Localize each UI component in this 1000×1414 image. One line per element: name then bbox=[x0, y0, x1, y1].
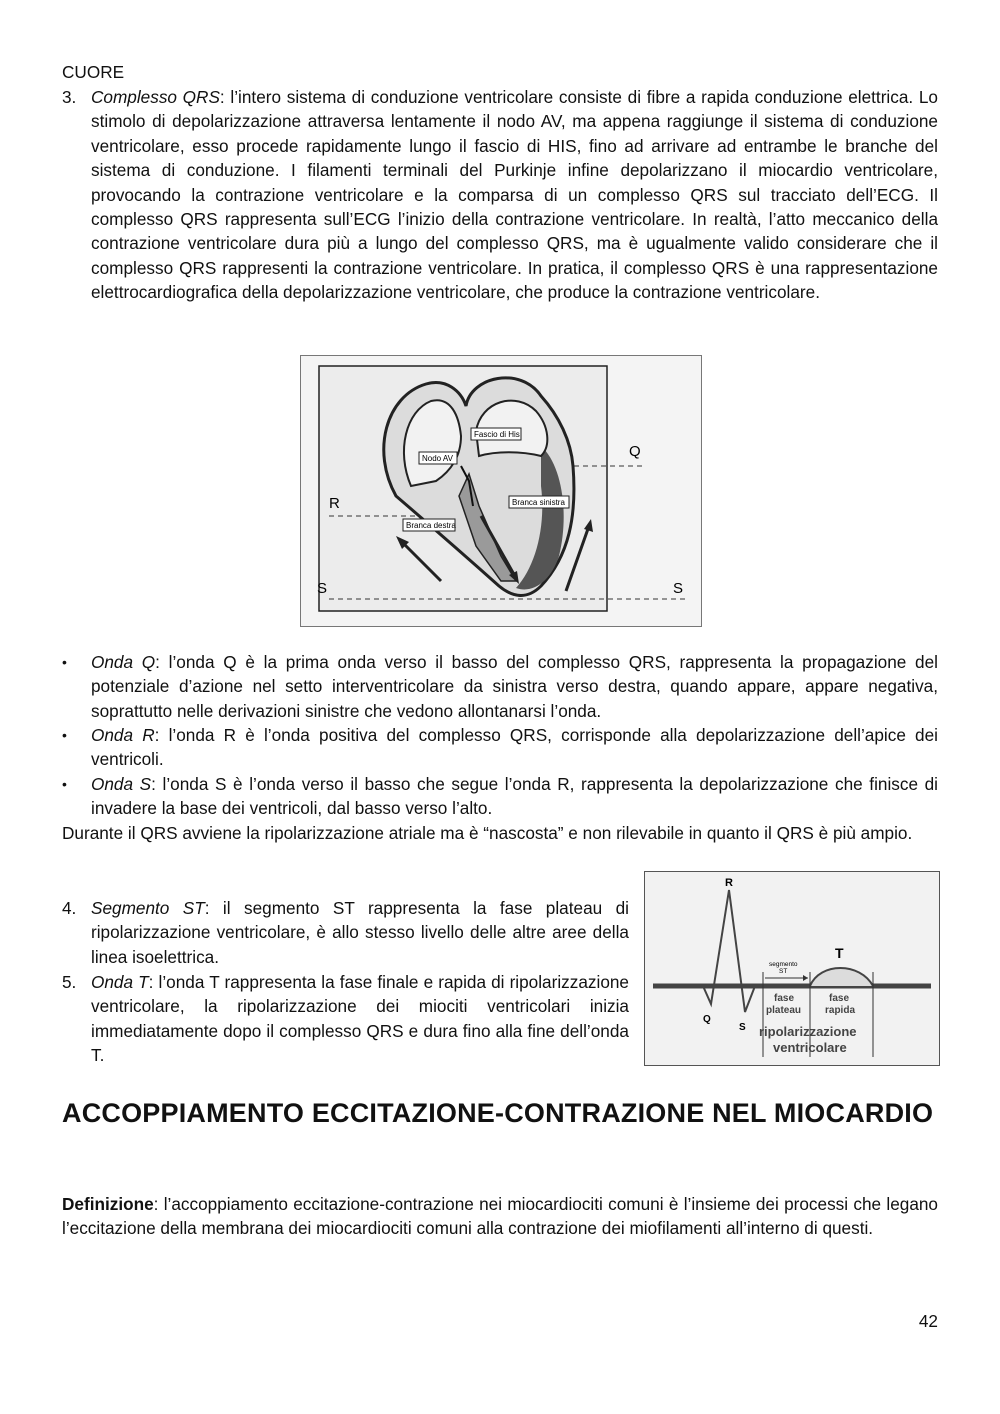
definition-text: : l’accoppiamento eccitazione-contrazione nei miocardiociti comuni è l’insieme dei processi che legano l’eccitazione della membrana dei miocardiociti comuni alla contrazione dei miofilamenti all’interno di questi. bbox=[62, 1194, 938, 1239]
branca-sx-label: Branca sinistra bbox=[512, 498, 565, 507]
item-body bbox=[91, 896, 629, 969]
qrs-complex bbox=[653, 890, 773, 1012]
q-label: Q bbox=[703, 1014, 711, 1025]
bullet-body bbox=[91, 772, 938, 821]
plateau-label-2: plateau bbox=[766, 1005, 802, 1016]
bullet-body bbox=[91, 723, 938, 772]
item-body bbox=[91, 85, 938, 305]
bullet-marker: • bbox=[62, 727, 67, 743]
t-label: T bbox=[835, 945, 844, 961]
item-term: Segmento ST bbox=[91, 898, 205, 918]
ripolarizzazione-label: ripolarizzazione bbox=[759, 1024, 857, 1039]
rapida-label-1: fase bbox=[829, 993, 850, 1004]
chapter-header: CUORE bbox=[62, 62, 125, 82]
s-letter-right: S bbox=[673, 580, 684, 597]
ecg-waveform-figure bbox=[644, 871, 940, 1066]
bullet-term: Onda Q bbox=[91, 652, 156, 672]
item-term: Complesso QRS bbox=[91, 87, 220, 107]
bullet-onda-r bbox=[62, 723, 938, 772]
item-number: 5. bbox=[62, 972, 77, 992]
list-item-5 bbox=[62, 970, 629, 1068]
definition-term: Definizione bbox=[62, 1194, 154, 1214]
s-label: S bbox=[739, 1022, 746, 1033]
bullet-term: Onda R bbox=[91, 725, 155, 745]
item-text: : l’onda T rappresenta la fase finale e rapida di ripolarizzazione ventricolare, la ripolarizzazione dei miociti ventricolari inizia immediatamente dopo il complesso QRS e dura fino alla fine dell’onda T. bbox=[91, 972, 629, 1066]
list-item-4 bbox=[62, 896, 629, 969]
s-letter-left: S bbox=[317, 580, 328, 597]
bullet-onda-q bbox=[62, 650, 938, 723]
bullet-term: Onda S bbox=[91, 774, 152, 794]
fascio-label: Fascio di His bbox=[474, 430, 520, 439]
r-letter: R bbox=[329, 495, 340, 512]
bullet-body bbox=[91, 650, 938, 723]
item-text: : l’intero sistema di conduzione ventricolare consiste di fibre a rapida conduzione elettrica. Lo stimolo di depolarizzazione attraversa lentamente il nodo AV, ma appena raggiunge il sistema di conduzione ventricolare, esso procede rapidamente lungo il fascio di HIS, fino ad arrivare ad entrambe le branche del sistema di conduzione. I filamenti terminali del Purkinje infine depolarizzano il miocardio ventricolare, provocando la contrazione ventricolare e la comparsa di un complesso QRS sul tracciato dell’ECG. Il complesso QRS rappresenta sull’ECG l’inizio della contrazione ventricolare. In realtà, l’atto meccanico della contrazione ventricolare dura più a lungo del complesso QRS, ma è ugualmente valido considerare che il complesso QRS rappresenti la contrazione ventricolare. In pratica, il complesso QRS è una rappresentazione elettrocardiografica della depolarizzazione ventricolare, che produce la contrazione ventricolare. bbox=[91, 87, 938, 303]
definition-paragraph bbox=[62, 1192, 938, 1241]
item-text: : il segmento ST rappresenta la fase plateau di ripolarizzazione ventricolare, è allo stesso livello delle altre aree della linea isoelettrica. bbox=[91, 898, 629, 967]
st-arrow-head bbox=[803, 975, 808, 981]
page-number: 42 bbox=[918, 1311, 938, 1331]
item-term: Onda T bbox=[91, 972, 149, 992]
st-label: ST bbox=[779, 968, 788, 975]
t-wave bbox=[810, 968, 873, 986]
branca-dx-label: Branca destra bbox=[406, 521, 456, 530]
bullet-marker: • bbox=[62, 776, 67, 792]
heart-conduction-figure bbox=[300, 355, 702, 627]
ventricolare-label: ventricolare bbox=[773, 1040, 847, 1055]
section-title: ACCOPPIAMENTO ECCITAZIONE-CONTRAZIONE NEL MIOCARDIO bbox=[62, 1098, 934, 1128]
bullet-marker: • bbox=[62, 654, 67, 670]
qrs-note-paragraph: Durante il QRS avviene la ripolarizzazione atriale ma è “nascosta” e non rilevabile in quanto il QRS è più ampio. bbox=[62, 823, 913, 843]
segmento-label: segmento bbox=[769, 961, 798, 968]
list-item-3 bbox=[62, 85, 938, 305]
item-body bbox=[91, 970, 629, 1068]
plateau-label-1: fase bbox=[774, 993, 795, 1004]
heart-diagram bbox=[301, 356, 701, 626]
rapida-label-2: rapida bbox=[825, 1005, 856, 1016]
r-label: R bbox=[725, 877, 733, 889]
bullet-text: : l’onda S è l’onda verso il basso che segue l’onda R, rappresenta la depolarizzazione che finisce di invadere la base dei ventricoli, dal basso verso l’alto. bbox=[91, 774, 938, 819]
nodo-label: Nodo AV bbox=[422, 454, 453, 463]
bullet-text: : l’onda Q è la prima onda verso il basso del complesso QRS, rappresenta la propagazione del potenziale d’azione nel setto interventricolare da sinistra verso destra, quando appare, appare negativa, soprattutto nelle derivazioni sinistre che vedono allontanarsi l’onda. bbox=[91, 652, 938, 721]
ecg-diagram bbox=[645, 872, 939, 1065]
item-number: 3. bbox=[62, 87, 77, 107]
q-letter: Q bbox=[629, 443, 641, 460]
bullet-text: : l’onda R è l’onda positiva del complesso QRS, corrisponde alla depolarizzazione dell’apice dei ventricoli. bbox=[91, 725, 938, 770]
item-number: 4. bbox=[62, 898, 77, 918]
bullet-onda-s bbox=[62, 772, 938, 821]
